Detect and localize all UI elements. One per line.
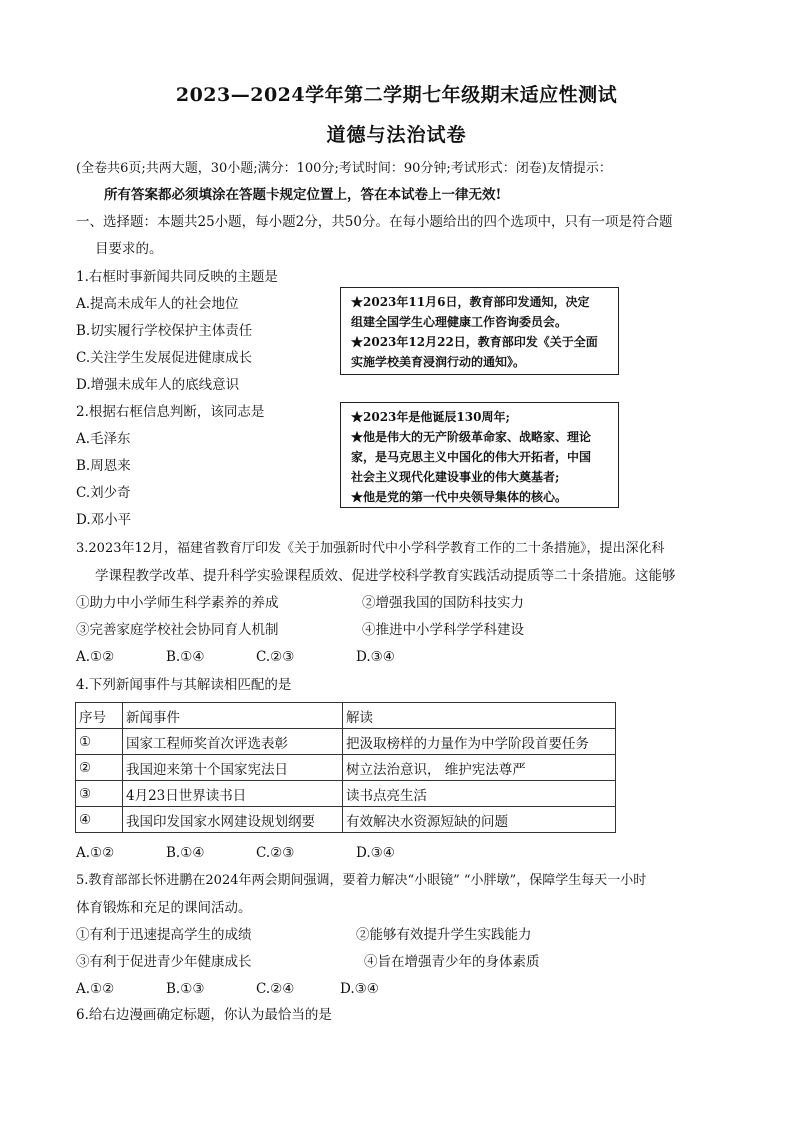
q2-option-a: A.毛泽东: [76, 431, 131, 447]
q3-item-1: ①助力中小学师生科学素养的养成: [76, 595, 279, 611]
q4-stem: 4.下列新闻事件与其解读相匹配的是: [76, 677, 292, 693]
table-cell: 我国迎来第十个国家宪法日: [123, 755, 343, 781]
table-cell: 我国印发国家水网建设规划纲要: [123, 807, 343, 833]
q2-option-c: C.刘少奇: [76, 485, 131, 501]
q4-option-d: D.③④: [356, 845, 395, 861]
q3-item-3: ③完善家庭学校社会协同育人机制: [76, 622, 279, 638]
table-cell: 树立法治意识， 维护宪法尊严: [343, 755, 616, 781]
q5-item-1: ①有利于迅速提高学生的成绩: [76, 927, 252, 943]
q4-option-b: B.①④: [166, 845, 205, 861]
q5-stem-cont: 体育锻炼和充足的课间活动。: [76, 900, 252, 916]
q5-item-2: ②能够有效提升学生实践能力: [356, 927, 532, 943]
q2-box-line: 家，是马克思主义中国化的伟大开拓者，中国: [351, 450, 592, 464]
q3-item-2: ②增强我国的国防科技实力: [362, 595, 524, 611]
q5-item-3: ③有利于促进青少年健康成长: [76, 954, 252, 970]
table-cell: 把汲取榜样的力量作为中学阶段首要任务: [343, 729, 616, 755]
table-cell: 读书点亮生活: [343, 781, 616, 807]
exam-notice: 所有答案都必须填涂在答题卡规定位置上，答在本试卷上一律无效!: [104, 187, 502, 203]
q4-news-table: [75, 702, 616, 833]
table-cell: ③: [76, 781, 123, 807]
table-row: [76, 781, 616, 807]
q5-option-d: D.③④: [340, 981, 379, 997]
q1-box-line: 实施学校美育浸润行动的通知》。: [351, 355, 526, 369]
q1-box-line: ★2023年12月22日，教育部印发《关于全面: [351, 335, 598, 349]
q2-box-line: 社会主义现代化建设事业的伟大奠基者;: [351, 470, 560, 484]
table-row: [76, 807, 616, 833]
q2-box-line: ★他是伟大的无产阶级革命家、战略家、理论: [351, 430, 592, 444]
q5-option-c: C.②④: [256, 981, 295, 997]
q3-stem-cont: 学课程教学改革、提升科学实验课程质效、促进学校科学教育实践活动提质等二十条措施。这能够: [95, 568, 676, 584]
table-header: 新闻事件: [123, 703, 343, 729]
section-heading: 一、选择题：本题共25小题，每小题2分，共50分。在每小题给出的四个选项中，只有一项是符合题: [76, 214, 673, 230]
q3-stem: 3.2023年12月，福建省教育厅印发《关于加强新时代中小学科学教育工作的二十条措施》，提出深化科: [76, 541, 665, 556]
exam-info: (全卷共6页;共两大题，30小题;满分：100分;考试时间：90分钟;考试形式：闭卷)友情提示：: [76, 161, 612, 176]
q2-box-line: ★2023年是他诞辰130周年;: [351, 410, 510, 424]
q1-box-line: 组建全国学生心理健康工作咨询委员会。: [351, 315, 568, 329]
table-cell: 有效解决水资源短缺的问题: [343, 807, 616, 833]
q2-option-d: D.邓小平: [76, 512, 132, 528]
q3-item-4: ④推进中小学科学学科建设: [362, 622, 524, 638]
table-row: [76, 729, 616, 755]
table-cell: 4月23日世界读书日: [123, 781, 343, 807]
q1-box-line: ★2023年11月6日，教育部印发通知，决定: [351, 295, 590, 309]
q1-option-a: A.提高未成年人的社会地位: [76, 296, 239, 312]
q2-info-box: [340, 402, 619, 508]
q1-option-c: C.关注学生发展促进健康成长: [76, 350, 253, 366]
q1-option-b: B.切实履行学校保护主体责任: [76, 323, 253, 339]
q1-option-d: D.增强未成年人的底线意识: [76, 377, 240, 393]
q3-option-d: D.③④: [356, 649, 395, 665]
table-cell: ④: [76, 807, 123, 833]
q3-option-b: B.①④: [166, 649, 205, 665]
q5-stem: 5.教育部部长怀进鹏在2024年两会期间强调，要着力解决“小眼镜” “小胖墩”，保障学生每天一小时: [76, 873, 647, 888]
q2-stem: 2.根据右框信息判断，该同志是: [76, 404, 265, 420]
q4-option-a: A.①②: [76, 845, 115, 861]
q1-news-box: [340, 287, 619, 375]
table-cell: ②: [76, 755, 123, 781]
q6-stem: 6.给右边漫画确定标题，你认为最恰当的是: [76, 1007, 332, 1023]
q4-option-c: C.②③: [256, 845, 295, 861]
table-cell: 国家工程师奖首次评选表彰: [123, 729, 343, 755]
q3-option-c: C.②③: [256, 649, 295, 665]
table-header: 解读: [343, 703, 616, 729]
exam-title: 2023—2024学年第二学期七年级期末适应性测试: [175, 84, 618, 106]
q3-option-a: A.①②: [76, 649, 115, 665]
table-cell: ①: [76, 729, 123, 755]
q5-option-b: B.①③: [166, 981, 205, 997]
exam-subtitle: 道德与法治试卷: [326, 124, 467, 146]
table-header-row: [76, 703, 616, 729]
q5-item-4: ④旨在增强青少年的身体素质: [364, 954, 540, 970]
table-header: 序号: [76, 703, 123, 729]
q1-stem: 1.右框时事新闻共同反映的主题是: [76, 269, 278, 285]
section-heading-cont: 目要求的。: [95, 241, 163, 257]
q2-box-line: ★他是党的第一代中央领导集体的核心。: [351, 490, 568, 504]
q2-option-b: B.周恩来: [76, 458, 131, 474]
q5-option-a: A.①②: [76, 981, 115, 997]
table-row: [76, 755, 616, 781]
